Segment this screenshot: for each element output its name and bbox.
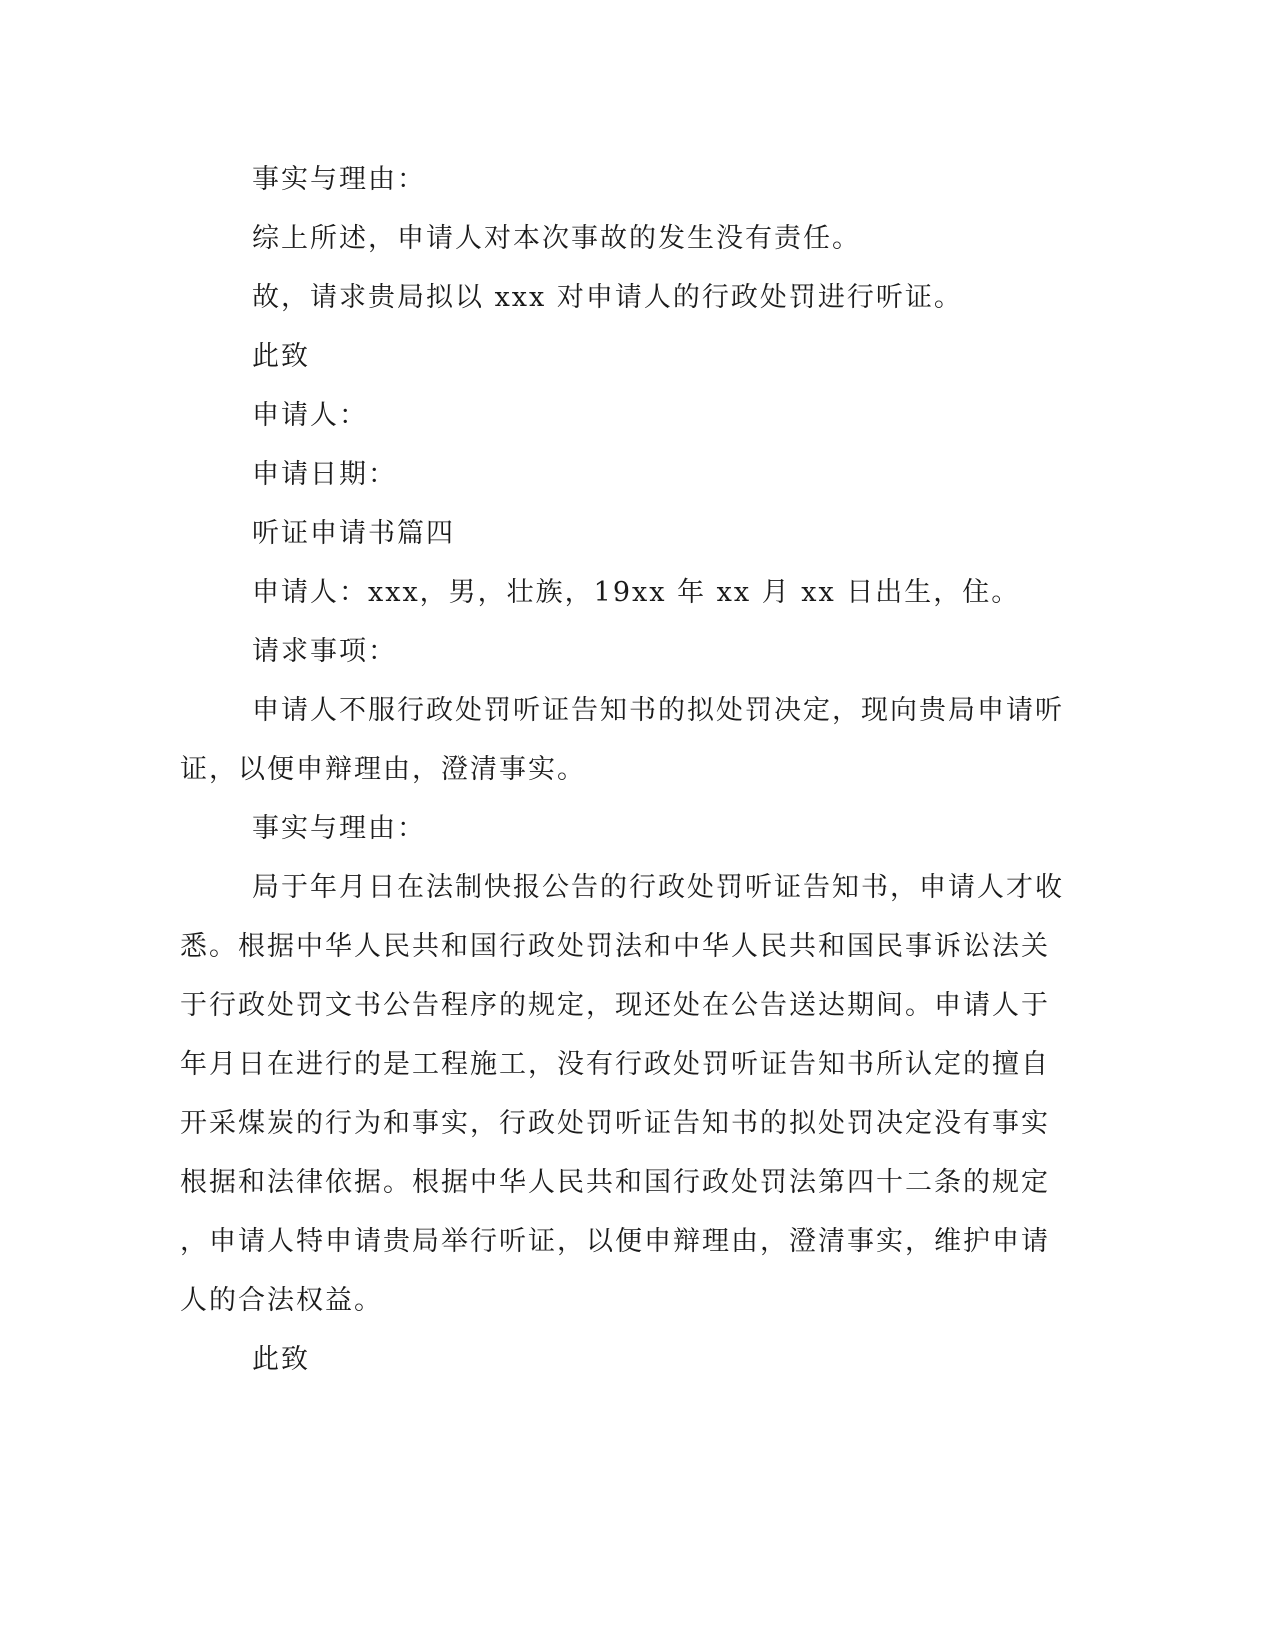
section-heading-facts-1: 事实与理由： (252, 164, 426, 195)
paragraph-line: 根据和法律依据。根据中华人民共和国行政处罚法第四十二条的规定 (180, 1167, 1050, 1198)
paragraph-line: 证，以便申辩理由，澄清事实。 (180, 754, 586, 785)
application-date-label: 申请日期： (252, 459, 397, 490)
paragraph-line: 年月日在进行的是工程施工，没有行政处罚听证告知书所认定的擅自 (180, 1049, 1050, 1080)
paragraph-line: 人的合法权益。 (180, 1285, 383, 1316)
section-heading-requests: 请求事项： (252, 636, 397, 667)
paragraph-line: 申请人不服行政处罚听证告知书的拟处罚决定，现向贵局申请听 (252, 695, 1064, 726)
closing-salutation-1: 此致 (252, 341, 310, 372)
paragraph-line: 悉。根据中华人民共和国行政处罚法和中华人民共和国民事诉讼法关 (180, 931, 1050, 962)
applicant-info: 申请人：xxx，男，壮族，19xx 年 xx 月 xx 日出生，住。 (252, 577, 1021, 608)
section-heading-facts-2: 事实与理由： (252, 813, 426, 844)
section-title-part-four: 听证申请书篇四 (252, 518, 455, 549)
paragraph-line: 于行政处罚文书公告程序的规定，现还处在公告送达期间。申请人于 (180, 990, 1050, 1021)
applicant-label: 申请人： (252, 400, 368, 431)
closing-salutation-2: 此致 (252, 1344, 310, 1375)
paragraph-line: 局于年月日在法制快报公告的行政处罚听证告知书，申请人才收 (252, 872, 1064, 903)
paragraph-line: 开采煤炭的行为和事实，行政处罚听证告知书的拟处罚决定没有事实 (180, 1108, 1050, 1139)
paragraph-request: 故，请求贵局拟以 xxx 对申请人的行政处罚进行听证。 (252, 282, 963, 313)
paragraph-line: ，申请人特申请贵局举行听证，以便申辩理由，澄清事实，维护申请 (180, 1226, 1050, 1257)
paragraph-conclusion: 综上所述，申请人对本次事故的发生没有责任。 (252, 223, 861, 254)
